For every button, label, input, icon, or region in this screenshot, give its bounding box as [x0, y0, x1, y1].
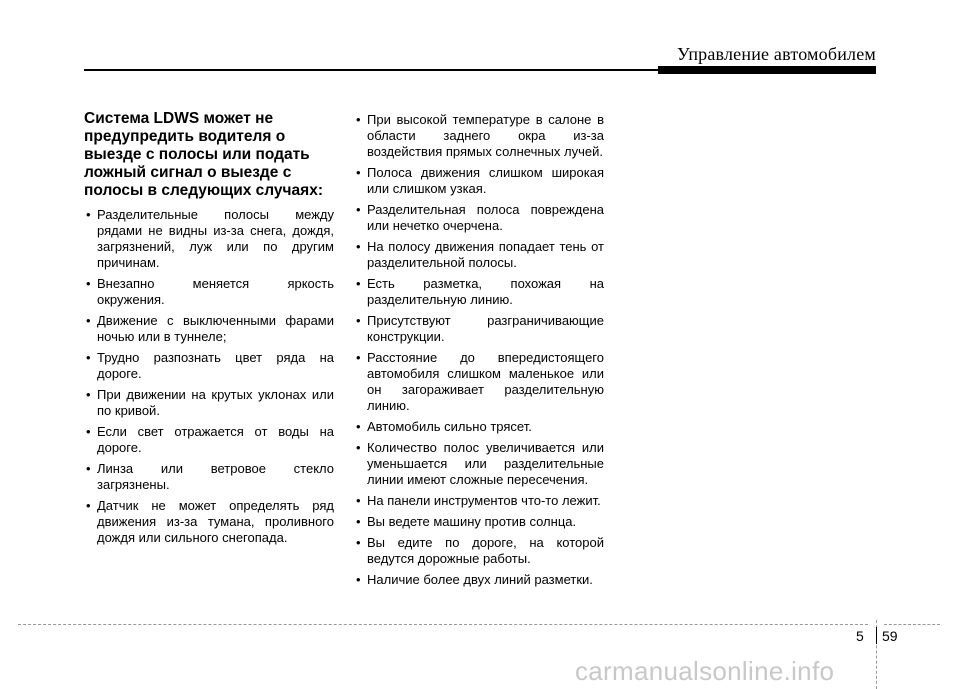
list-item: • На панели инструментов что-то лежит. — [354, 493, 604, 509]
list-item: • Полоса движения слишком широкая или слишком узкая. — [354, 165, 604, 197]
list-item: • Есть разметка, похожая на разделительную линию. — [354, 276, 604, 308]
list-item: • Автомобиль сильно трясет. — [354, 419, 604, 435]
footer-crop-line-right — [884, 624, 940, 625]
list-item: • Движение с выключенными фарами ночью или в туннеле; — [84, 313, 334, 345]
header-rule — [84, 69, 658, 71]
list-item: • Трудно разпознать цвет ряда на дороге. — [84, 350, 334, 382]
list-item: • Линза или ветровое стекло загрязнены. — [84, 461, 334, 493]
left-bullet-list — [84, 207, 334, 546]
list-item: • Вы ведете машину против солнца. — [354, 514, 604, 530]
watermark-text: carmanualsonline.info — [575, 656, 835, 686]
page-number: 59 — [882, 628, 898, 644]
list-item: • Разделительная полоса повреждена или нечетко очерчена. — [354, 202, 604, 234]
list-item: • Расстояние до впередистоящего автомобиля слишком маленькое или он загораживает разделительную линию. — [354, 350, 604, 414]
list-item: • Наличие более двух линий разметки. — [354, 572, 604, 588]
right-column — [354, 112, 604, 593]
list-item: • Присутствуют разграничивающие конструкции. — [354, 313, 604, 345]
list-item: • При высокой температуре в салоне в области заднего окра из-за воздействия прямых солнечных лучей. — [354, 112, 604, 160]
list-item: • Внезапно меняется яркость окружения. — [84, 276, 334, 308]
page-header-title: Управление автомобилем — [676, 44, 876, 64]
footer-crop-line — [18, 624, 868, 625]
list-item: • Разделительные полосы между рядами не видны из-за снега, дождя, загрязнений, луж или по другим причинам. — [84, 207, 334, 271]
right-bullet-list — [354, 112, 604, 588]
left-column — [84, 110, 334, 551]
page-number-divider — [876, 627, 877, 644]
list-item: • Количество полос увеличивается или уменьшается или разделительные линии имеют сложные пересечения. — [354, 440, 604, 488]
header-rule-accent — [658, 66, 876, 74]
list-item: • При движении на крутых уклонах или по кривой. — [84, 387, 334, 419]
list-item: • Датчик не может определять ряд движения из-за тумана, проливного дождя или сильного снегопада. — [84, 498, 334, 546]
list-item: • Вы едите по дороге, на которой ведутся дорожные работы. — [354, 535, 604, 567]
list-item: • На полосу движения попадает тень от разделительной полосы. — [354, 239, 604, 271]
chapter-number: 5 — [856, 628, 864, 644]
list-item: • Если свет отражается от воды на дороге. — [84, 424, 334, 456]
section-heading: Система LDWS может не предупредить водителя о выезде с полосы или подать ложный сигнал о выезде с полосы в следующих случаях: — [84, 110, 323, 199]
